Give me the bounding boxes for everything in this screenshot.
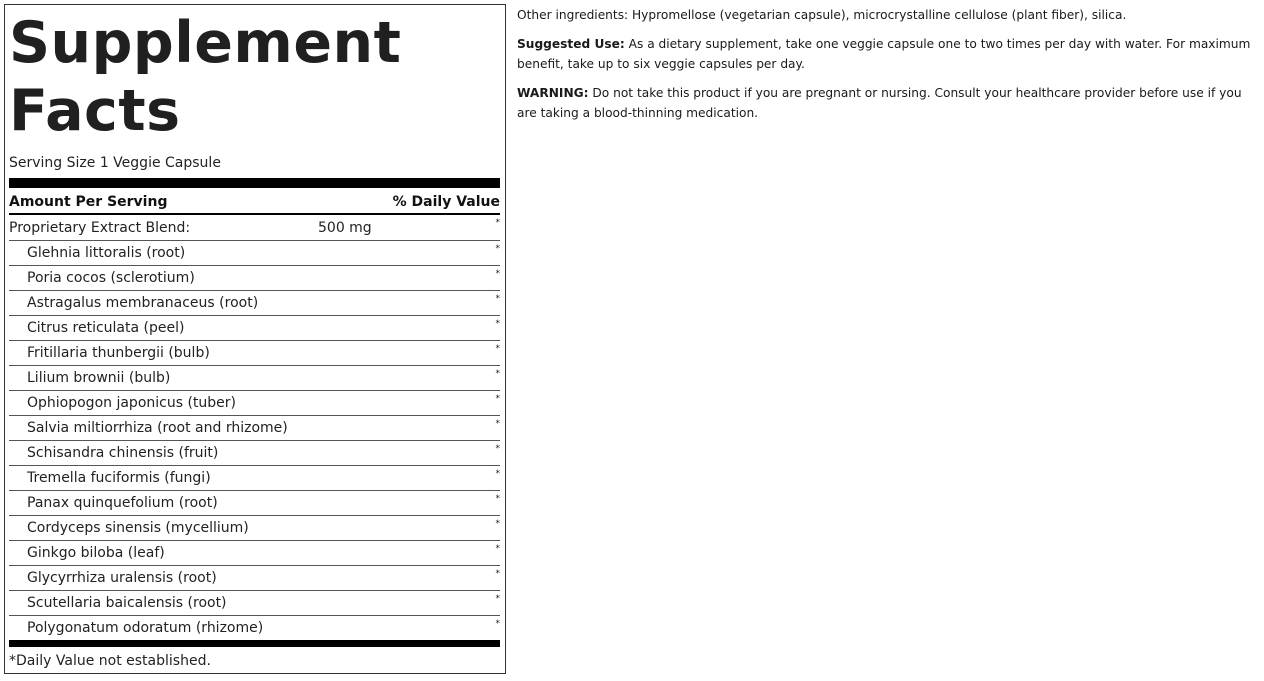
facts-title-line2: Facts xyxy=(9,78,181,144)
ingredient-dv: * xyxy=(495,369,500,379)
ingredient-dv: * xyxy=(495,419,500,429)
ingredient-row xyxy=(9,391,500,416)
ingredient-dv: * xyxy=(495,269,500,279)
ingredient-name: Lilium brownii (bulb) xyxy=(27,370,171,386)
warning-label: WARNING: xyxy=(517,86,589,100)
ingredient-name: Tremella fuciformis (fungi) xyxy=(27,470,211,486)
supplement-facts-panel xyxy=(4,4,506,674)
ingredient-name: Citrus reticulata (peel) xyxy=(27,320,185,336)
ingredient-row xyxy=(9,266,500,291)
ingredient-dv: * xyxy=(495,319,500,329)
bottom-divider xyxy=(9,640,500,647)
ingredient-name: Glehnia littoralis (root) xyxy=(27,245,186,261)
daily-value-label: % Daily Value xyxy=(392,194,500,210)
ingredient-dv: * xyxy=(495,469,500,479)
facts-title xyxy=(9,9,500,145)
ingredient-row xyxy=(9,616,500,640)
ingredient-row xyxy=(9,491,500,516)
serving-size: Serving Size 1 Veggie Capsule xyxy=(9,155,221,171)
ingredient-name: Panax quinquefolium (root) xyxy=(27,495,218,511)
ingredient-dv: * xyxy=(495,294,500,304)
warning-text: Do not take this product if you are pregnant or nursing. Consult your healthcare provider before use if you are taking a blood-thinning medication. xyxy=(517,86,1242,120)
ingredient-name: Ginkgo biloba (leaf) xyxy=(27,545,165,561)
ingredient-row xyxy=(9,316,500,341)
blend-row xyxy=(9,215,500,241)
suggested-use-label: Suggested Use: xyxy=(517,37,625,51)
ingredient-row xyxy=(9,341,500,366)
facts-header-row xyxy=(9,191,500,215)
ingredient-dv: * xyxy=(495,619,500,629)
ingredient-name: Salvia miltiorrhiza (root and rhizome) xyxy=(27,420,288,436)
suggested-use-text: As a dietary supplement, take one veggie capsule one to two times per day with water. For maximum benefit, take up to six veggie capsules per day. xyxy=(517,37,1251,71)
ingredient-dv: * xyxy=(495,519,500,529)
amount-per-serving-label: Amount Per Serving xyxy=(9,194,168,210)
ingredient-list xyxy=(9,215,500,640)
ingredient-name: Scutellaria baicalensis (root) xyxy=(27,595,227,611)
ingredient-row xyxy=(9,441,500,466)
ingredient-row xyxy=(9,516,500,541)
facts-title-line1: Supplement xyxy=(9,10,402,76)
ingredient-name: Astragalus membranaceus (root) xyxy=(27,295,259,311)
ingredient-row xyxy=(9,591,500,616)
warning xyxy=(517,83,1263,123)
ingredient-dv: * xyxy=(495,394,500,404)
blend-amount: 500 mg xyxy=(318,219,372,236)
ingredient-row xyxy=(9,416,500,441)
ingredient-name: Schisandra chinensis (fruit) xyxy=(27,445,219,461)
ingredient-name: Polygonatum odoratum (rhizome) xyxy=(27,620,264,636)
blend-dv: * xyxy=(495,218,500,228)
blend-name: Proprietary Extract Blend: xyxy=(9,219,191,236)
ingredient-name: Cordyceps sinensis (mycellium) xyxy=(27,520,249,536)
ingredient-row xyxy=(9,541,500,566)
ingredient-name: Poria cocos (sclerotium) xyxy=(27,270,195,286)
thick-divider xyxy=(9,178,500,188)
ingredient-row xyxy=(9,241,500,266)
ingredient-name: Ophiopogon japonicus (tuber) xyxy=(27,395,237,411)
ingredient-name: Fritillaria thunbergii (bulb) xyxy=(27,345,210,361)
ingredient-row xyxy=(9,566,500,591)
other-ingredients: Other ingredients: Hypromellose (vegetarian capsule), microcrystalline cellulose (plant fiber), silica. xyxy=(517,8,1127,22)
ingredient-row xyxy=(9,291,500,316)
ingredient-dv: * xyxy=(495,244,500,254)
suggested-use xyxy=(517,34,1263,74)
ingredient-row xyxy=(9,366,500,391)
ingredient-dv: * xyxy=(495,344,500,354)
daily-value-footnote: *Daily Value not established. xyxy=(9,653,211,669)
ingredient-dv: * xyxy=(495,444,500,454)
ingredient-dv: * xyxy=(495,594,500,604)
ingredient-dv: * xyxy=(495,569,500,579)
product-info-text xyxy=(517,5,1263,132)
ingredient-dv: * xyxy=(495,544,500,554)
ingredient-name: Glycyrrhiza uralensis (root) xyxy=(27,570,217,586)
ingredient-dv: * xyxy=(495,494,500,504)
ingredient-row xyxy=(9,466,500,491)
